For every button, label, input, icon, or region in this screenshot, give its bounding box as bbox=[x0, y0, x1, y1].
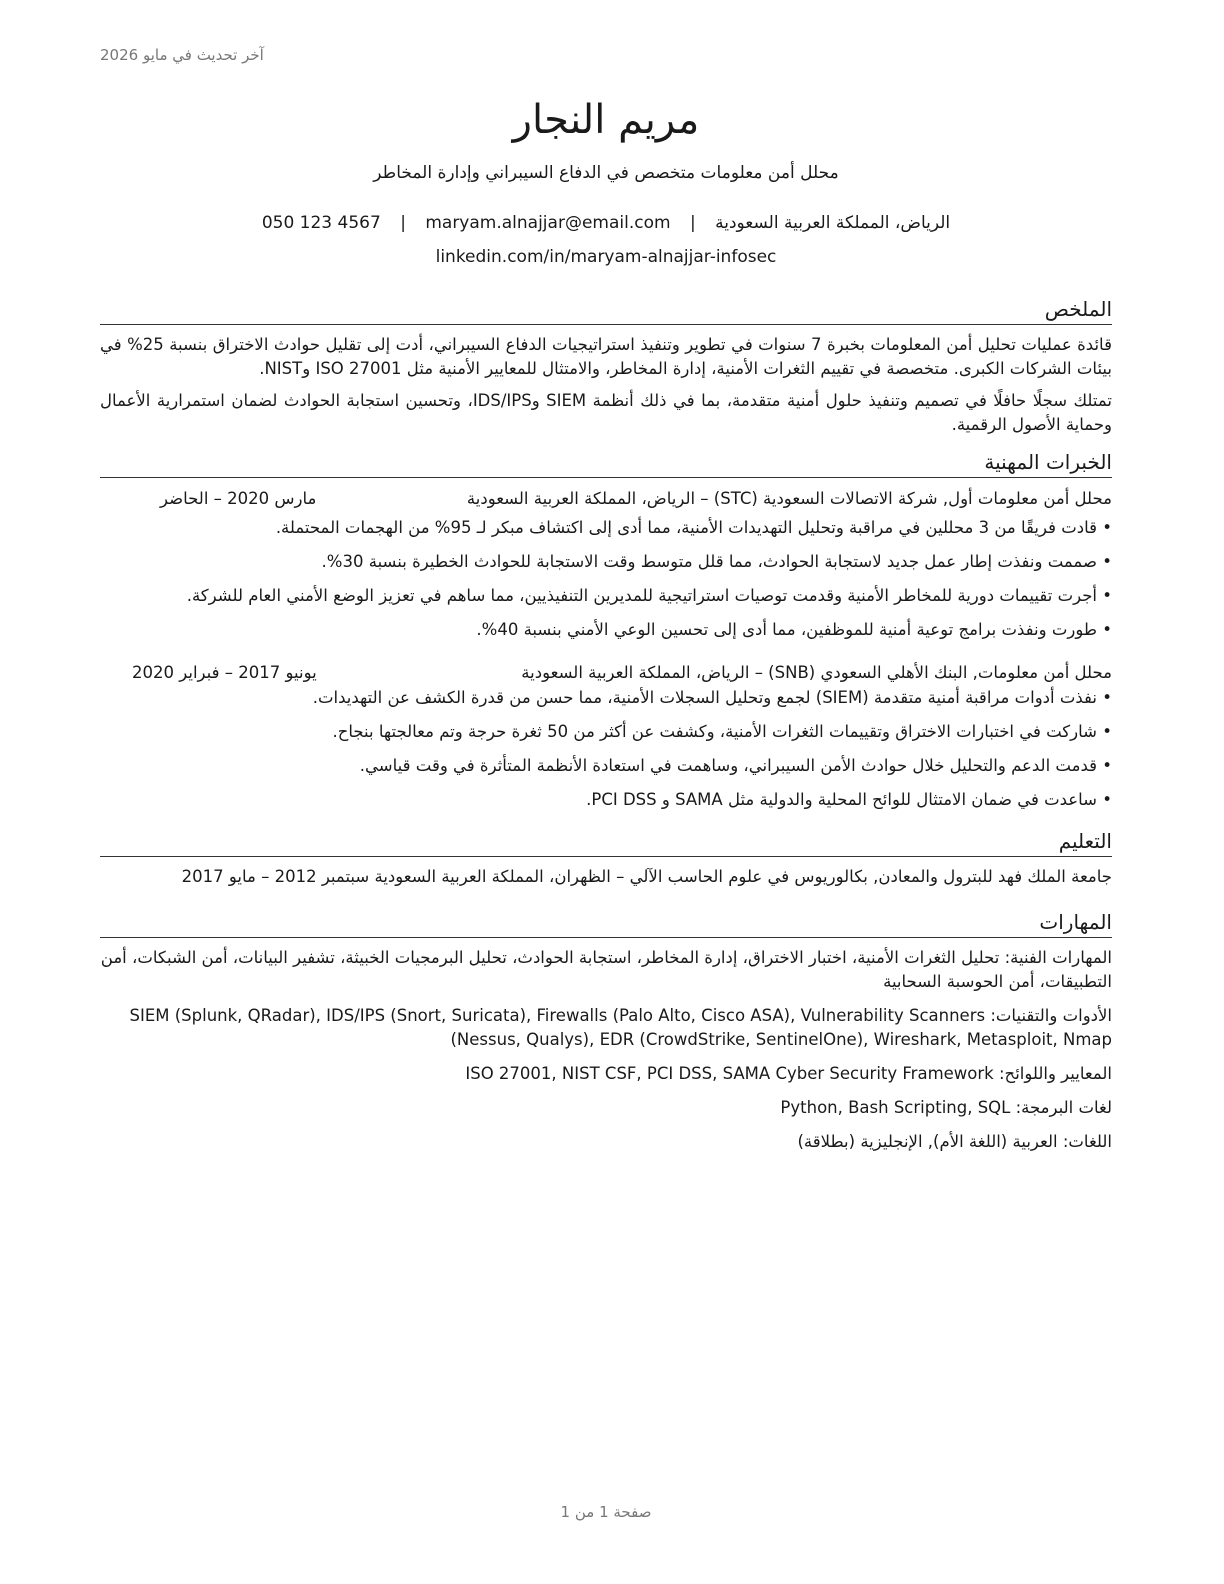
bullet-text: أجرت تقييمات دورية للمخاطر الأمنية وقدمت توصيات استراتيجية للمديرين التنفيذيين، مما ساهم في تعزيز الوضع الأمني العام للشركة. bbox=[186, 586, 1097, 605]
skill-label: الأدوات والتقنيات: bbox=[990, 1006, 1112, 1025]
job-bullets bbox=[100, 686, 1112, 812]
contact-linkedin[interactable]: linkedin.com/in/maryam-alnajjar-infosec bbox=[435, 247, 777, 267]
skill-value: SIEM (Splunk, QRadar), IDS/IPS (Snort, Suricata), Firewalls (Palo Alto, Cisco ASA), Vulnerability Scanners (Nessus, Qualys), EDR (CrowdStrike, SentinelOne), Wireshark, Metasploit, Nmap bbox=[129, 1006, 1112, 1049]
bullet-icon: • bbox=[1102, 756, 1112, 775]
summary-section bbox=[100, 294, 1112, 437]
summary-paragraph: قائدة عمليات تحليل أمن المعلومات بخبرة 7 سنوات في تطوير وتنفيذ استراتيجيات الدفاع السيبراني، أدت إلى تقليل حوادث الاختراق بنسبة 25% في بيئات الشركات الكبرى. متخصصة في تقييم الثغرات الأمنية، إدارة المخاطر، والامتثال للمعايير الأمنية مثل ISO 27001 وNIST. bbox=[100, 335, 1112, 378]
job-bullets bbox=[100, 516, 1112, 642]
skill-value: Python, Bash Scripting, SQL bbox=[780, 1098, 1016, 1117]
contact-line bbox=[100, 206, 1112, 240]
job-entry bbox=[100, 660, 1112, 812]
bullet-icon: • bbox=[1102, 688, 1112, 707]
bullet-text: صممت ونفذت إطار عمل جديد لاستجابة الحوادث، مما قلل متوسط وقت الاستجابة للحوادث الخطيرة بنسبة 30%. bbox=[321, 552, 1097, 571]
list-item bbox=[100, 618, 1112, 642]
skill-row bbox=[100, 1096, 1112, 1120]
page-footer: صفحة 1 من 1 bbox=[560, 1503, 652, 1521]
skill-label: المعايير واللوائح: bbox=[998, 1064, 1112, 1083]
resume-header bbox=[100, 0, 1112, 274]
skill-value: ISO 27001, NIST CSF, PCI DSS, SAMA Cyber Security Framework bbox=[465, 1064, 999, 1083]
skill-row bbox=[100, 946, 1112, 994]
contact-email[interactable]: maryam.alnajjar@email.com bbox=[425, 213, 671, 233]
list-item bbox=[100, 720, 1112, 744]
job-header bbox=[100, 660, 1112, 686]
skill-value: العربية (اللغة الأم), الإنجليزية (بطلاقة) bbox=[797, 1132, 1063, 1151]
bullet-icon: • bbox=[1102, 620, 1112, 639]
summary-paragraph: تمتلك سجلًا حافلًا في تصميم وتنفيذ حلول أمنية متقدمة، بما في ذلك أنظمة SIEM وIDS/IPS، وتحسين استجابة الحوادث لضمان استمرارية الأعمال وحماية الأصول الرقمية. bbox=[100, 391, 1112, 434]
skill-label: لغات البرمجة: bbox=[1015, 1098, 1112, 1117]
job-entry bbox=[100, 486, 1112, 642]
list-item bbox=[100, 550, 1112, 574]
bullet-text: طورت ونفذت برامج توعية أمنية للموظفين، مما أدى إلى تحسين الوعي الأمني بنسبة 40%. bbox=[476, 620, 1097, 639]
candidate-name: مريم النجار bbox=[512, 97, 700, 143]
bullet-icon: • bbox=[1102, 518, 1112, 537]
bullet-text: قدمت الدعم والتحليل خلال حوادث الأمن السيبراني، وساهمت في استعادة الأنظمة المتأثرة في وقت قياسي. bbox=[359, 756, 1097, 775]
last-updated-note: آخر تحديث في مايو 2026 bbox=[100, 46, 264, 64]
experience-section bbox=[100, 447, 1112, 812]
skill-value: تحليل الثغرات الأمنية، اختبار الاختراق، إدارة المخاطر، استجابة الحوادث، تحليل البرمجيات الخبيثة، تشفير البيانات، أمن الشبكات، أمن التطبيقات، أمن الحوسبة السحابية bbox=[100, 948, 1112, 991]
section-title-education: التعليم bbox=[100, 826, 1112, 857]
resume-page bbox=[100, 0, 1112, 1584]
contact-location: الرياض، المملكة العربية السعودية bbox=[715, 213, 951, 233]
contact-separator: | bbox=[689, 213, 696, 233]
list-item bbox=[100, 584, 1112, 608]
job-header bbox=[100, 486, 1112, 512]
list-item bbox=[100, 788, 1112, 812]
skill-row bbox=[100, 1130, 1112, 1154]
education-entry: جامعة الملك فهد للبترول والمعادن, بكالوريوس في علوم الحاسب الآلي – الظهران، المملكة العربية السعودية سبتمبر 2012 – مايو 2017 bbox=[181, 867, 1112, 886]
bullet-icon: • bbox=[1102, 790, 1112, 809]
job-dates: مارس 2020 – الحاضر bbox=[160, 489, 317, 508]
skill-row bbox=[100, 1062, 1112, 1086]
list-item bbox=[100, 754, 1112, 778]
contact-block bbox=[100, 206, 1112, 274]
bullet-text: نفذت أدوات مراقبة أمنية متقدمة (SIEM) لجمع وتحليل السجلات الأمنية، مما حسن من قدرة الكشف عن التهديدات. bbox=[312, 688, 1097, 707]
skill-label: المهارات الفنية: bbox=[1004, 948, 1112, 967]
skills-section bbox=[100, 907, 1112, 1154]
job-role-company: محلل أمن معلومات, البنك الأهلي السعودي (SNB) – الرياض، المملكة العربية السعودية bbox=[521, 663, 1112, 682]
skill-label: اللغات: bbox=[1062, 1132, 1112, 1151]
contact-separator: | bbox=[400, 213, 406, 233]
contact-phone: 050 123 4567 bbox=[261, 213, 381, 233]
job-dates: يونيو 2017 – فبراير 2020 bbox=[132, 663, 317, 682]
job-role-company: محلل أمن معلومات أول, شركة الاتصالات السعودية (STC) – الرياض، المملكة العربية السعودية bbox=[466, 489, 1112, 508]
section-title-experience: الخبرات المهنية bbox=[100, 447, 1112, 478]
bullet-icon: • bbox=[1102, 722, 1112, 741]
bullet-text: شاركت في اختبارات الاختراق وتقييمات الثغرات الأمنية، وكشفت عن أكثر من 50 ثغرة حرجة وتم معالجتها بنجاح. bbox=[332, 722, 1097, 741]
list-item bbox=[100, 686, 1112, 710]
candidate-subtitle: محلل أمن معلومات متخصص في الدفاع السيبراني وإدارة المخاطر bbox=[373, 163, 839, 183]
bullet-text: ساعدت في ضمان الامتثال للوائح المحلية والدولية مثل SAMA و PCI DSS. bbox=[586, 790, 1097, 809]
section-title-skills: المهارات bbox=[100, 907, 1112, 938]
section-title-summary: الملخص bbox=[100, 294, 1112, 325]
skill-row bbox=[100, 1004, 1112, 1052]
bullet-icon: • bbox=[1102, 552, 1112, 571]
bullet-text: قادت فريقًا من 3 محللين في مراقبة وتحليل التهديدات الأمنية، مما أدى إلى اكتشاف مبكر لـ 95% من الهجمات المحتملة. bbox=[275, 518, 1097, 537]
list-item bbox=[100, 516, 1112, 540]
bullet-icon: • bbox=[1102, 586, 1112, 605]
education-section bbox=[100, 826, 1112, 889]
